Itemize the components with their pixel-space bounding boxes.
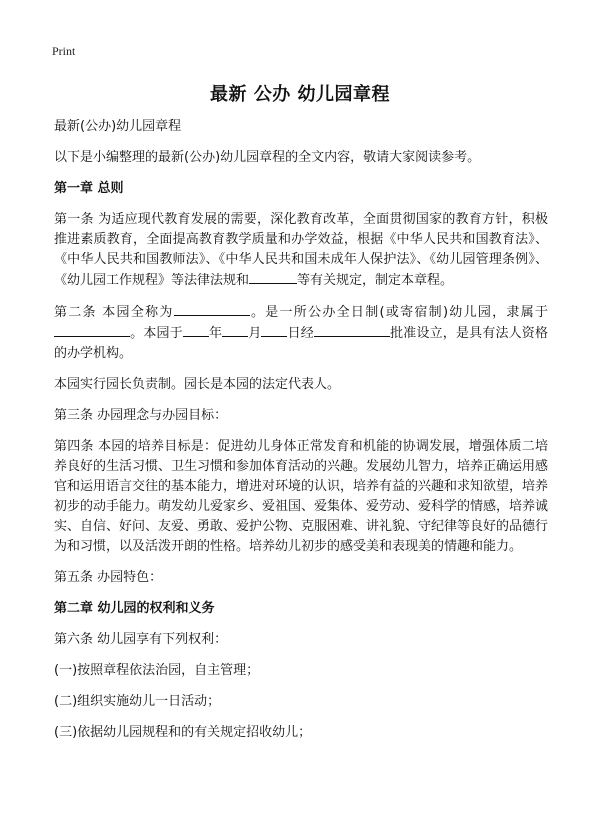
article-1 — [54, 210, 548, 291]
article-2-text: 。是一所公办全日制(或寄宿制)幼儿园，隶属于 — [249, 305, 548, 320]
article-2-text: 第二条 本园全称为 — [54, 305, 174, 320]
list-item: (一)按照章程依法治园，自主管理； — [54, 663, 260, 678]
print-link[interactable]: Print — [52, 44, 76, 58]
article-5: 第五条 办园特色： — [54, 570, 163, 585]
intro-paragraph: 以下是小编整理的最新(公办)幼儿园章程的全文内容，敬请大家阅读参考。 — [54, 150, 481, 165]
blank-field — [54, 323, 130, 337]
day-label: 日经 — [287, 326, 314, 341]
chapter-2-heading: 第二章 幼儿园的权利和义务 — [54, 601, 215, 616]
director-paragraph: 本园实行园长负责制。园长是本园的法定代表人。 — [54, 377, 341, 392]
article-1-text-end: 等有关规定，制定本章程。 — [297, 273, 454, 288]
blank-field — [314, 323, 390, 337]
year-label: 年 — [208, 326, 223, 341]
blank-field — [183, 323, 209, 337]
article-2 — [54, 302, 548, 364]
article-3: 第三条 办园理念与办园目标： — [54, 408, 228, 423]
list-item: (二)组织实施幼儿一日活动； — [54, 694, 221, 709]
article-6: 第六条 幼儿园享有下列权利： — [54, 632, 228, 647]
article-2-text: 。本园于 — [130, 326, 183, 341]
document-body — [54, 117, 548, 754]
page-title: 最新 公办 幼儿园章程 — [209, 84, 391, 105]
blank-field — [174, 302, 250, 316]
blank-field — [249, 270, 297, 284]
month-label: 月 — [248, 326, 262, 341]
article-2-text-end: 批准设立，是具有法人资格的办学机构。 — [54, 326, 548, 361]
article-1-text: 第一条 为适应现代教育发展的需要，深化教育改革，全面贯彻国家的教育方针，积极推进素质教育，全面提高教育教学质量和办学效益，根据《中华人民共和国教育法》、《中华人民共和国教师法》、《中华人民共和国未成年人保护法》、《幼儿园管理条例》、《幼儿园工作规程》等法律法规和 — [54, 212, 548, 288]
chapter-1-heading: 第一章 总则 — [54, 181, 124, 196]
blank-field — [222, 323, 248, 337]
list-item: (三)依据幼儿园规程和的有关规定招收幼儿； — [54, 725, 312, 740]
subtitle: 最新(公办)幼儿园章程 — [54, 119, 182, 134]
blank-field — [261, 323, 287, 337]
article-4: 第四条 本园的培养目标是：促进幼儿身体正常发育和机能的协调发展，增强体质二培养良好的生活习惯、卫生习惯和参加体育活动的兴趣。发展幼儿智力，培养正确运用感官和运用语言交往的基本能力，增进对环境的认识，培养有益的兴趣和求知欲望，培养初步的动手能力。萌发幼儿爱家乡、爱祖国、爱集体、爱劳动、爱科学的情感，培养诚实、自信、好问、友爱、勇敢、爱护公物、克服困难、讲礼貌、守纪律等良好的品德行为和习惯，以及活泼开朗的性格。培养幼儿初步的感受美和表现美的情趣和能力。 — [54, 439, 549, 554]
